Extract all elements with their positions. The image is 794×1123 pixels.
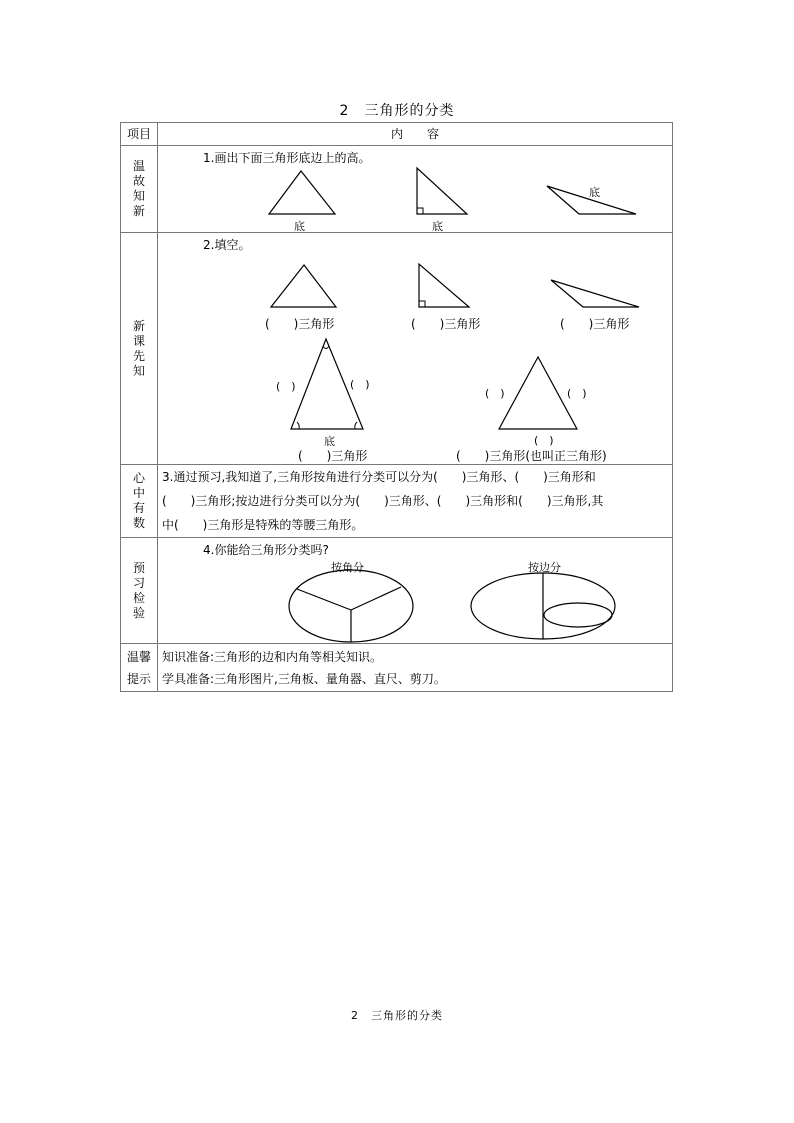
blank-equilateral: ( )三角形(也叫正三角形) (456, 449, 607, 463)
review-row (121, 146, 673, 233)
blank-isosceles: ( )三角形 (298, 449, 368, 463)
header-item: 项目 (126, 127, 151, 141)
right-angle-mark (417, 208, 423, 214)
equilateral-right-blank: ( ) (567, 387, 587, 400)
page-title: 2 三角形的分类 (339, 103, 455, 119)
summary-label: 心中有数 (132, 471, 145, 530)
header-item-cell (121, 123, 158, 146)
classification-diagrams (158, 538, 675, 643)
by-side-inner-ellipse (544, 603, 612, 627)
tips-content-cell (158, 644, 673, 692)
tips-label-cell (121, 644, 158, 692)
worksheet-table (120, 122, 673, 692)
equilateral-left-blank: ( ) (485, 387, 505, 400)
summary-line-1: 3.通过预习,我知道了,三角形按角进行分类可以分为( )三角形、( )三角形和 (162, 470, 596, 484)
summary-line-2: ( )三角形;按边进行分类可以分为( )三角形、( )三角形和( )三角形,其 (162, 494, 604, 508)
blank-obtuse: ( )三角形 (560, 317, 630, 331)
tips-label-1: 温馨 (126, 649, 151, 664)
isosceles-base-label: 底 (324, 435, 335, 448)
new-lesson-label-cell (121, 233, 158, 465)
right-triangle-2 (419, 264, 469, 307)
review-label-cell (121, 146, 158, 233)
tips-label-2: 提示 (126, 671, 151, 686)
summary-line-3: 中( )三角形是特殊的等腰三角形。 (162, 518, 364, 532)
acute-triangle-2 (271, 265, 336, 307)
left-base-angle-arc (297, 422, 299, 429)
obtuse-triangle-2 (551, 280, 639, 307)
equilateral-bottom-blank: ( ) (534, 434, 554, 447)
right-triangle (417, 168, 467, 214)
new-lesson-row (121, 233, 673, 465)
by-angle-divider-left (297, 589, 351, 610)
header-content-cell (158, 123, 673, 146)
apex-angle-arc (323, 346, 329, 349)
summary-row (121, 465, 673, 538)
new-lesson-task: 2.填空。 (203, 238, 251, 252)
header-content: 内 容 (390, 127, 439, 141)
check-task: 4.你能给三角形分类吗? (203, 543, 329, 557)
new-lesson-triangles (158, 233, 675, 464)
review-label: 温故知新 (132, 159, 145, 218)
isosceles-left-side-blank: ( ) (276, 380, 296, 393)
base-label-1: 底 (294, 220, 305, 233)
right-base-angle-arc (355, 422, 357, 429)
check-label-cell (121, 538, 158, 644)
right-angle-mark-2 (419, 301, 425, 307)
check-content-cell (158, 538, 673, 644)
page-footer: 2 三角形的分类 (351, 1009, 443, 1022)
isosceles-right-side-blank: ( ) (350, 378, 370, 391)
by-angle-label: 按角分 (331, 561, 364, 574)
tips-line-2: 学具准备:三角形图片,三角板、量角器、直尺、剪刀。 (162, 671, 446, 686)
base-label-2: 底 (432, 220, 443, 233)
equilateral-triangle (499, 357, 577, 429)
check-row (121, 538, 673, 644)
header-row (121, 123, 673, 146)
tips-row (121, 644, 673, 692)
new-lesson-content-cell (158, 233, 673, 465)
blank-acute: ( )三角形 (265, 317, 335, 331)
summary-label-cell (121, 465, 158, 538)
acute-triangle (269, 171, 335, 214)
check-label: 预习检验 (132, 560, 145, 620)
by-side-label: 按边分 (528, 561, 561, 574)
by-angle-divider-right (351, 587, 401, 610)
summary-content-cell (158, 465, 673, 538)
base-label-3: 底 (589, 186, 600, 199)
review-content-cell (158, 146, 673, 233)
tips-line-1: 知识准备:三角形的边和内角等相关知识。 (162, 649, 383, 664)
review-task: 1.画出下面三角形底边上的高。 (203, 151, 371, 165)
blank-right: ( )三角形 (411, 317, 481, 331)
new-lesson-label: 新课先知 (132, 318, 145, 378)
